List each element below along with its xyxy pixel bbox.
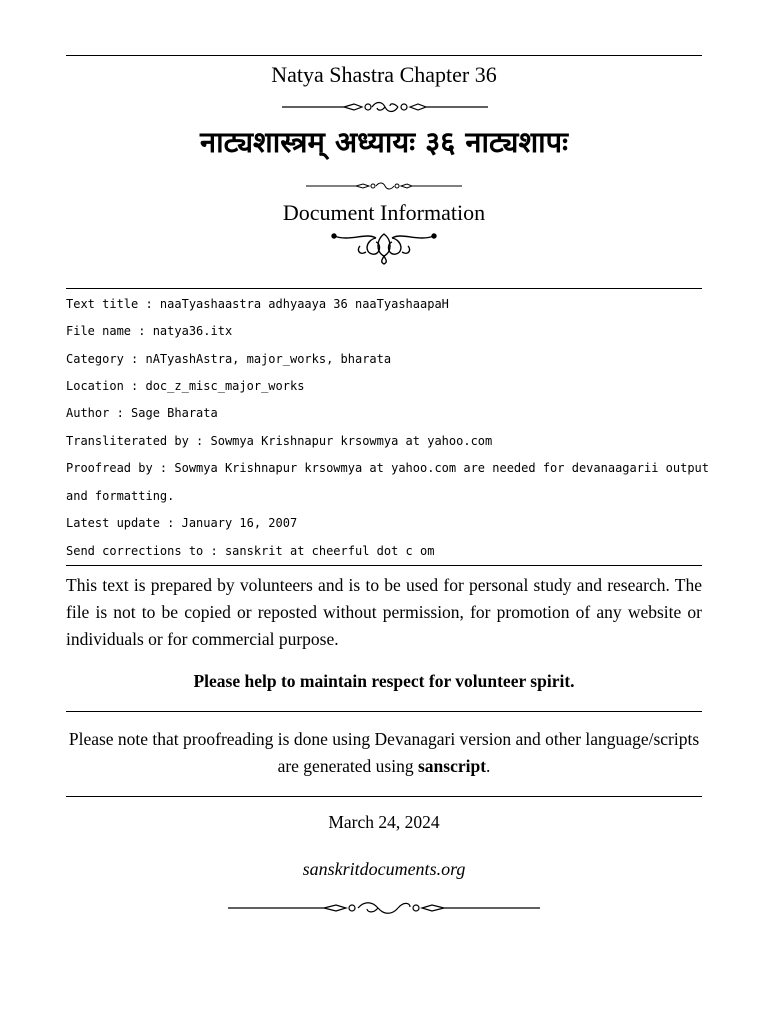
info-line: Category : nATyashAstra, major_works, bharata <box>66 352 392 366</box>
info-top-rule <box>66 288 702 289</box>
info-line: Latest update : January 16, 2007 <box>66 516 298 530</box>
proofread-note-end: . <box>486 756 491 776</box>
document-date: March 24, 2024 <box>328 812 440 832</box>
proofread-note-text: Please note that proofreading is done using Devanagari version and other language/scripts are generated using <box>68 729 700 776</box>
info-line: Location : doc_z_misc_major_works <box>66 379 305 393</box>
ornament-divider-icon <box>228 900 540 916</box>
sanscript-name: sanscript <box>417 756 487 776</box>
flourish-icon <box>330 226 438 266</box>
info-line: and formatting. <box>66 489 175 503</box>
notice-bottom-rule <box>66 796 702 797</box>
page-title: Natya Shastra Chapter 36 <box>271 62 497 87</box>
ornament-divider-icon <box>306 180 462 192</box>
info-line: Transliterated by : Sowmya Krishnapur krsowmya at yahoo.com <box>66 434 493 448</box>
sanskrit-title: नाट्यशास्त्रम् अध्यायः ३६ नाट्यशापः <box>199 125 569 159</box>
info-line: Text title : naaTyashaastra adhyaaya 36 naaTyashaapaH <box>66 297 449 311</box>
info-line: Author : Sage Bharata <box>66 406 218 420</box>
proofread-note <box>66 726 702 780</box>
section-title: Document Information <box>282 200 486 225</box>
disclaimer-text: This text is prepared by volunteers and is to be used for personal study and research. The file is not to be copied or reposted without permission, for promotion of any website or individuals or for commercial purpose. <box>66 575 702 649</box>
respect-note: Please help to maintain respect for volunteer spirit. <box>193 671 575 691</box>
ornament-divider-icon <box>282 99 488 115</box>
top-rule <box>66 55 702 56</box>
notice-top-rule <box>66 711 702 712</box>
info-line: File name : natya36.itx <box>66 324 233 338</box>
site-name: sanskritdocuments.org <box>302 859 466 879</box>
info-line: Send corrections to : sanskrit at cheerful dot c om <box>66 544 435 558</box>
info-line: Proofread by : Sowmya Krishnapur krsowmya at yahoo.com are needed for devanaagarii output <box>66 461 709 475</box>
info-bottom-rule <box>66 565 702 566</box>
